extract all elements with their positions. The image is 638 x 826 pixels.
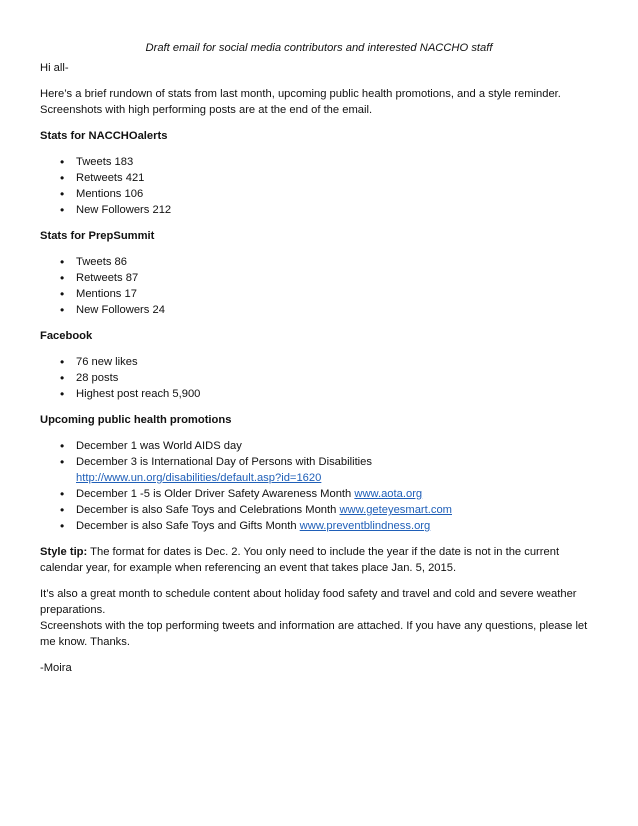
- naccho-stats-list: [40, 154, 598, 218]
- bullet-icon: •: [60, 303, 65, 317]
- list-item: • Retweets 421: [60, 171, 145, 185]
- list-item: • 28 posts: [60, 371, 119, 385]
- greeting: Hi all-: [40, 62, 69, 74]
- list-item: • New Followers 212: [60, 203, 172, 217]
- bullet-icon: •: [60, 487, 65, 501]
- bullet-icon: •: [60, 387, 65, 401]
- list-item: • New Followers 24: [60, 303, 165, 317]
- list-item: • Mentions 17: [60, 287, 137, 301]
- bullet-icon: •: [60, 355, 65, 369]
- intro-paragraph: Here’s a brief rundown of stats from last month, upcoming public health promotions, and a style reminder. Screenshots with high performing posts are at the end of the email.: [40, 88, 561, 116]
- bullet-icon: •: [60, 255, 65, 269]
- promotions-list: [40, 438, 598, 534]
- bullet-icon: •: [60, 203, 65, 217]
- promotions-heading: Upcoming public health promotions: [40, 414, 232, 426]
- bullet-icon: •: [60, 455, 65, 469]
- list-item: • Tweets 86: [60, 255, 127, 269]
- list-item: • December is also Safe Toys and Celebrations Month www.geteyesmart.com: [60, 503, 452, 517]
- bullet-icon: •: [60, 171, 65, 185]
- facebook-heading: Facebook: [40, 330, 93, 342]
- list-item: • December 1 -5 is Older Driver Safety Awareness Month www.aota.org: [60, 487, 423, 501]
- list-item: • Highest post reach 5,900: [60, 387, 201, 401]
- bullet-icon: •: [60, 187, 65, 201]
- style-tip-text: The format for dates is Dec. 2. You only need to include the year if the date is not in the current calendar year, for example when referencing an event that takes place Jan. 5, 2015.: [40, 546, 560, 574]
- facebook-stats-list: [40, 354, 598, 402]
- signature: -Moira: [40, 662, 72, 674]
- geteyesmart-link[interactable]: www.geteyesmart.com: [339, 504, 452, 516]
- list-item: • Tweets 183: [60, 155, 134, 169]
- bullet-icon: •: [60, 287, 65, 301]
- list-item: • December 1 was World AIDS day: [60, 439, 242, 453]
- list-item: • December is also Safe Toys and Gifts Month www.preventblindness.org: [60, 519, 431, 533]
- naccho-stats-heading: Stats for NACCHOalerts: [40, 130, 168, 142]
- list-item: • 76 new likes: [60, 355, 138, 369]
- list-item: • Mentions 106: [60, 187, 144, 201]
- style-tip-label: Style tip:: [40, 546, 88, 558]
- bullet-icon: •: [60, 503, 65, 517]
- aota-link[interactable]: www.aota.org: [354, 488, 423, 500]
- closing-paragraph: It’s also a great month to schedule content about holiday food safety and travel and cold and severe weather preparations.: [40, 588, 577, 616]
- list-item: • Retweets 87: [60, 271, 139, 285]
- un-disabilities-link[interactable]: http://www.un.org/disabilities/default.asp?id=1620: [76, 472, 322, 484]
- prepsummit-stats-list: [40, 254, 598, 318]
- bullet-icon: •: [60, 439, 65, 453]
- preventblindness-link[interactable]: www.preventblindness.org: [299, 520, 431, 532]
- closing-paragraph-2: Screenshots with the top performing tweets and information are attached. If you have any questions, please let me know. Thanks.: [40, 620, 588, 648]
- bullet-icon: •: [60, 519, 65, 533]
- bullet-icon: •: [60, 271, 65, 285]
- prepsummit-stats-heading: Stats for PrepSummit: [40, 230, 155, 242]
- bullet-icon: •: [60, 155, 65, 169]
- list-item: • December 3 is International Day of Persons with Disabilities http://www.un.org/disabilities/default.asp?id=1620: [40, 454, 598, 486]
- style-tip-paragraph: [40, 544, 598, 576]
- bullet-icon: •: [60, 371, 65, 385]
- document-title: Draft email for social media contributors and interested NACCHO staff: [145, 42, 493, 54]
